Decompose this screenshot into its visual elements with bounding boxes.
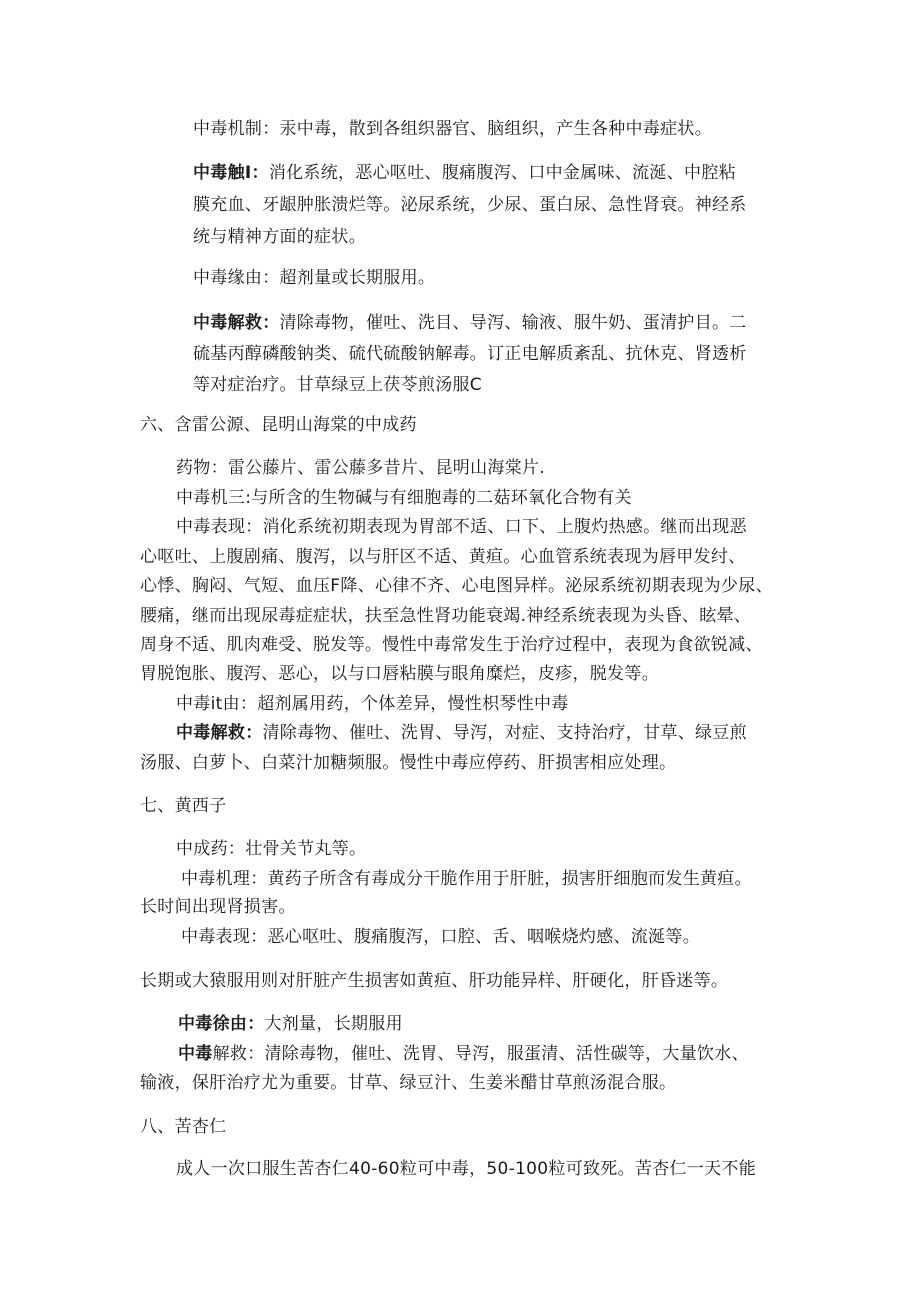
text-line-patent-medicine: 中成药：壮骨关节丸等。 [176, 839, 367, 859]
text-line-drugs: 药物：雷公藤片、雷公藤多昔片、昆明山海棠片. [176, 458, 546, 478]
section-heading-6: 六、含雷公源、昆明山海棠的中成药 [140, 415, 417, 435]
text-line-symptoms: 中毒表现：消化系统初期表现为胃部不适、口下、上腹灼热感。继而出现恶 [176, 517, 747, 537]
text-line: 统与精神方面的症状。 [193, 227, 366, 247]
text-line-symptoms: 中毒表现：恶心呕吐、腹痛腹泻，口腔、舌、咽喉烧灼感、流涎等。 [181, 927, 700, 947]
text-line: 汤服、白萝卜、白菜汁加糖频服。慢性中毒应停药、肝损害相应处理。 [140, 753, 677, 773]
text-line-mercury-mechanism: 中毒机制：汞中毒，散到各组织器官、脑组织，产生各种中毒症状。 [193, 119, 712, 139]
text-line: 硫基丙醇磷酸钠类、硫代硫酸钠解毒。订正电解质紊乱、抗休克、肾透析 [193, 344, 747, 364]
text-line-mechanism: 中毒机三:与所含的生物碱与有细胞毒的二菇环氧化合物有关 [176, 488, 632, 508]
text-line-rescue: 中毒解救：清除毒物、催吐、洗胃、导泻，对症、支持治疗，甘草、绿豆煎 [176, 723, 747, 743]
text-line-cause: 中毒徐由：大剂量，长期服用 [178, 1014, 403, 1034]
text-line: 长期或大猿服用则对肝脏产生损害如黄疸、肝功能异样、肝硬化，肝昏迷等。 [140, 971, 729, 991]
section-heading-7: 七、黄西子 [140, 796, 227, 816]
text-line: 心呕吐、上腹剧痛、腹泻，以与肝区不适、黄疸。心血管系统表现为唇甲发纣、 [140, 547, 746, 567]
text-line-mercury-cause: 中毒缘由：超剂量或长期服用。 [193, 268, 436, 288]
text-line: 心悸、胸闷、气短、血压F降、心律不齐、心电图异样。泌尿系统初期表现为少尿、 [140, 576, 773, 596]
text-line: 输液，保肝治疗尤为重要。甘草、绿豆汁、生姜米醋甘草煎汤混合服。 [140, 1073, 677, 1093]
text-line: 腰痛，继而出现尿毒症症状，扶至急性肾功能衰竭.神经系统表现为头昏、眩晕、 [140, 606, 752, 626]
text-line: 胃脱饱胀、腹泻、恶心，以与口唇粘膜与眼角糜烂，皮疹，脱发等。 [140, 664, 659, 684]
text-line-mercury-rescue: 中毒解救：清除毒物，催吐、洗目、导泻、输液、服牛奶、蛋清护目。二 [193, 313, 747, 333]
section-heading-8: 八、苦杏仁 [140, 1117, 227, 1137]
text-line-cause: 中毒it由：超剂属用药，个体差异，慢性枳琴性中毒 [176, 694, 569, 714]
text-line: 成人一次口服生苦杏仁40-60粒可中毒，50-100粒可致死。苦杏仁一天不能 [176, 1159, 757, 1179]
text-line: 长时间出现肾损害。 [140, 897, 296, 917]
text-line-rescue: 中毒解救：清除毒物，催吐、洗胃、导泻，服蛋清、活性碳等，大量饮水、 [178, 1044, 749, 1064]
text-line-mercury-symptoms: 中毒触I：消化系统，恶心呕吐、腹痛腹泻、口中金属味、流涎、中腔粘 [193, 163, 736, 183]
text-line: 周身不适、肌肉难受、脱发等。慢性中毒常发生于治疗过程中，表现为食欲锐减、 [140, 635, 763, 655]
text-line: 等对症治疗。甘草绿豆上茯苓煎汤服C [193, 375, 482, 395]
text-line: 膜充血、牙龈肿胀溃烂等。泌尿系统，少尿、蛋白尿、急性肾衰。神经系 [193, 195, 747, 215]
text-line-mechanism: 中毒机理：黄药子所含有毒成分干脆作用于肝脏，损害肝细胞而发生黄疸。 [181, 869, 752, 889]
